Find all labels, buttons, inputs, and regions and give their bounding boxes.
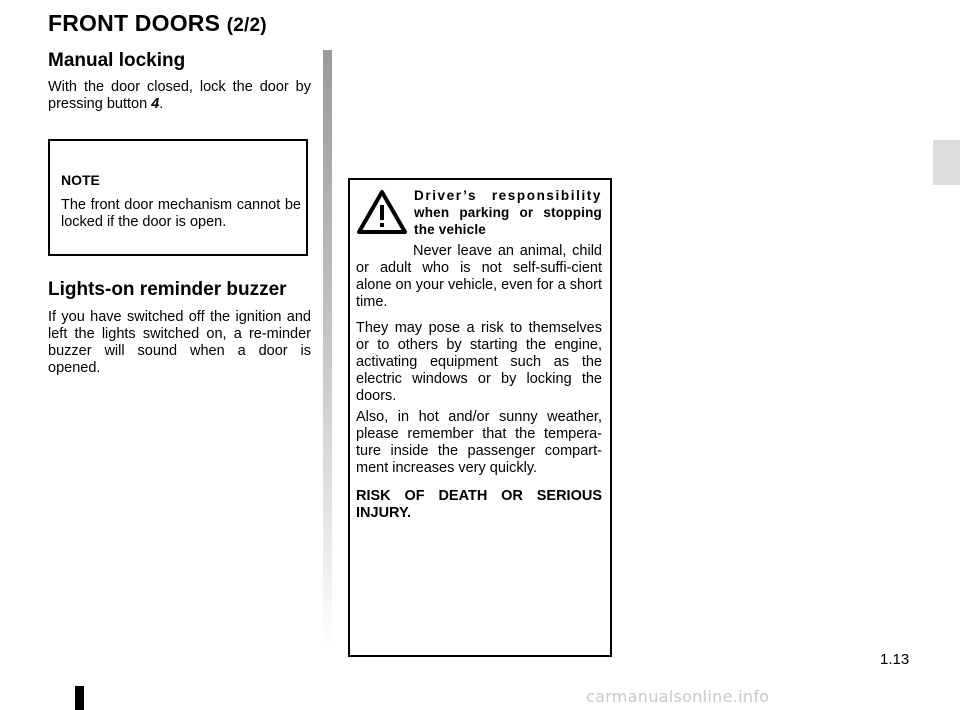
warning-paragraph-1	[356, 243, 602, 311]
lights-reminder-text: If you have switched off the ignition and left the lights switched on, a re-minder buzzer will sound when a door is opened.	[48, 309, 311, 376]
warning-triangle-icon	[357, 189, 407, 235]
note-text: The front door mechanism cannot be locked if the door is open.	[61, 197, 301, 230]
warning-paragraph-1-text: Never leave an animal, child or adult who is not self-suffi-cient alone on your vehicle, even for a short time.	[356, 243, 602, 310]
warning-heading-first: Driver’s responsibility	[414, 188, 602, 203]
manual-locking-end: .	[159, 96, 164, 112]
warning-paragraph-2: They may pose a risk to themselves or to others by starting the engine, activating equipment such as the electric windows or by locking the doors.	[356, 320, 602, 404]
lights-reminder-heading: Lights-on reminder buzzer	[48, 279, 287, 300]
note-label: NOTE	[61, 172, 100, 188]
side-tab	[933, 140, 960, 185]
watermark: carmanualsonline.info	[586, 687, 770, 706]
warning-heading	[414, 187, 602, 238]
page-number: 1.13	[880, 651, 910, 668]
page-title-text: FRONT DOORS	[48, 10, 221, 36]
warning-risk: RISK OF DEATH OR SERIOUS INJURY.	[356, 488, 602, 521]
page-title-suffix: (2/2)	[226, 15, 267, 36]
warning-paragraph-3: Also, in hot and/or sunny weather, please remember that the tempera-ture inside the passenger compart-ment increases very quickly.	[356, 409, 602, 476]
warning-heading-rest: when parking or stopping the vehicle	[414, 205, 602, 237]
note-box	[48, 139, 308, 256]
column-divider	[323, 50, 332, 650]
corner-mark	[75, 686, 84, 710]
button-reference: 4	[151, 96, 160, 112]
manual-locking-body: With the door closed, lock the door by pressing button	[48, 79, 311, 112]
page-title	[48, 10, 267, 37]
manual-locking-heading: Manual locking	[48, 50, 186, 71]
manual-locking-text	[48, 79, 311, 113]
warning-box	[348, 178, 612, 657]
